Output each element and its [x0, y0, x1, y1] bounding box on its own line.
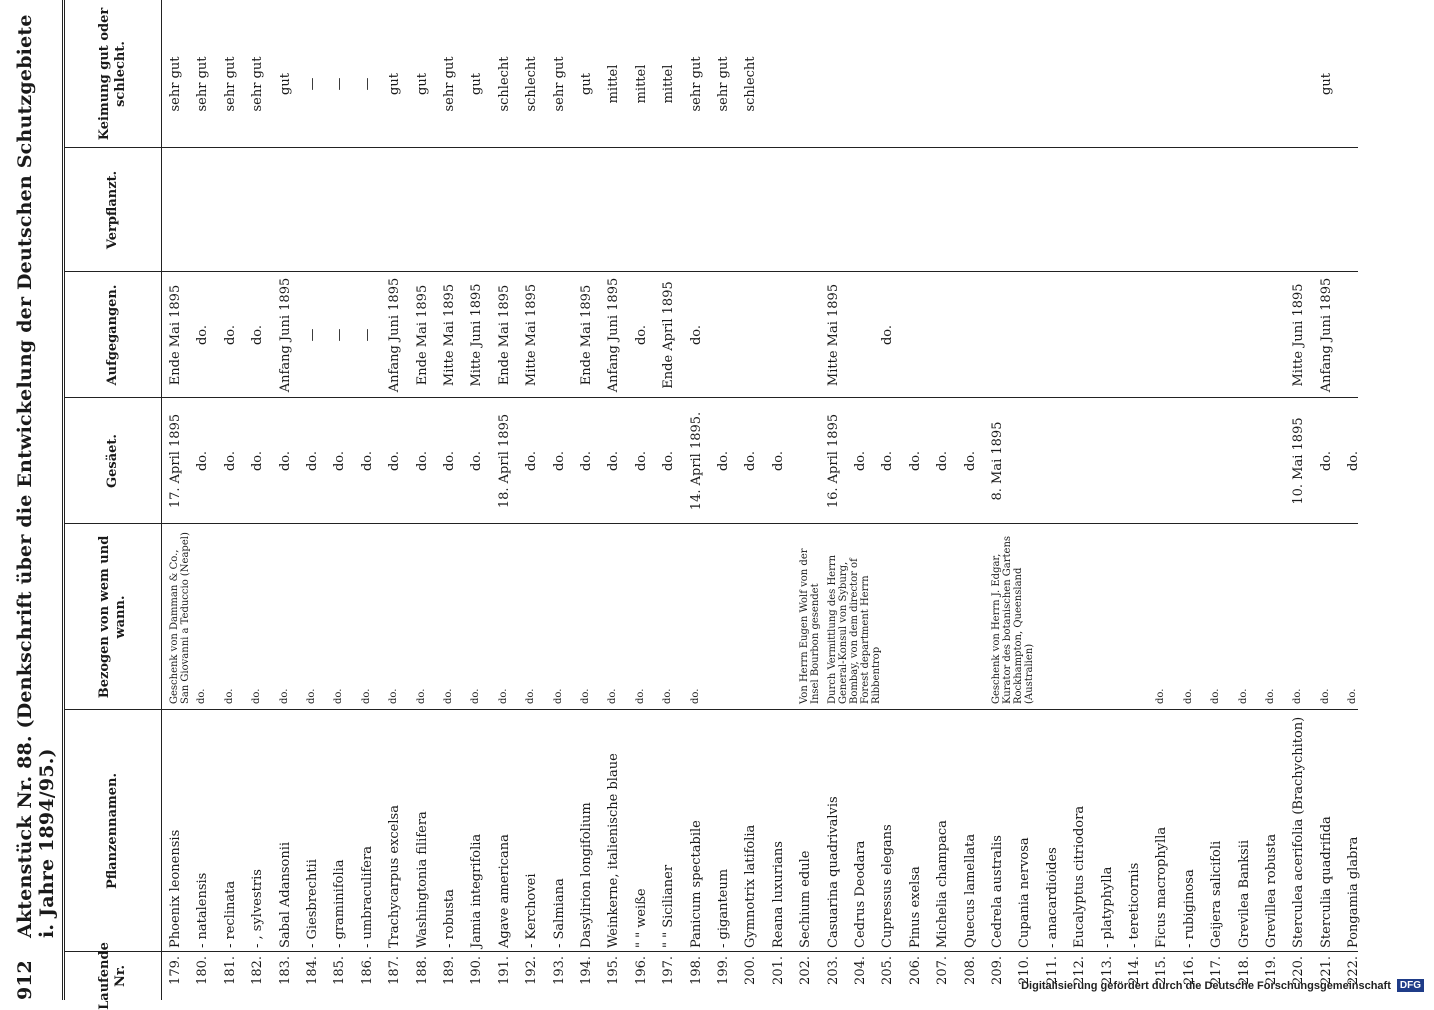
row-number: 194.	[579, 956, 594, 985]
row-number: 222.	[1346, 956, 1362, 985]
source: do.	[1319, 688, 1331, 704]
source	[881, 528, 908, 704]
row-number: 190.	[469, 956, 485, 985]
row-number: 212.	[1072, 956, 1088, 985]
sown-date: do.	[962, 450, 978, 472]
row-number: 215.	[1154, 956, 1170, 985]
row-number: 208.	[962, 956, 978, 985]
table-row	[1046, 0, 1073, 1000]
sown-date: do.	[305, 450, 320, 472]
row-number: 217.	[1209, 956, 1225, 985]
table-row	[854, 0, 881, 1000]
sown-date: do.	[935, 450, 951, 472]
source: do.	[497, 688, 509, 704]
row-number: 193.	[551, 956, 567, 985]
plant-name: - giganteum	[716, 868, 731, 948]
sown-date: do.	[907, 450, 923, 472]
table-row	[1101, 0, 1128, 1000]
sown-date: do.	[359, 450, 375, 472]
row-number: 192.	[524, 956, 540, 985]
sown-date: do.	[606, 450, 622, 472]
page-header	[10, 0, 58, 1000]
table-row	[964, 0, 991, 1000]
germinated-date: Anfang Juni 1895	[277, 277, 293, 393]
plant-name: Geijera salicifoli	[1209, 840, 1225, 948]
plant-name: " " weiße	[633, 888, 649, 948]
row-number: 182.	[250, 956, 266, 985]
source: Durch Vermittlung des Herrn General-Konsul von Syburg, Bombay, von dem director of Forest department Herrn Ribbentrop	[826, 554, 882, 704]
source: do.	[1237, 688, 1249, 704]
plant-name: - Salmiana	[551, 878, 567, 948]
table-row	[470, 0, 497, 1000]
germinated-date: do.	[222, 324, 238, 346]
table-row	[909, 0, 936, 1000]
sown-date: do.	[469, 450, 485, 472]
germinated-date: Mitte Juni 1895	[1291, 283, 1307, 387]
source	[1073, 528, 1100, 704]
source: do.	[1155, 688, 1167, 704]
source: do.	[251, 688, 263, 704]
row-number: 199.	[716, 956, 731, 985]
source: Von Herrn Eugen Wolf von der Insel Bourbon gesendet	[799, 548, 822, 704]
row-number: 207.	[935, 956, 951, 985]
germination-quality: —	[359, 77, 375, 91]
row-number: 211.	[1044, 956, 1060, 985]
row-number: 184.	[305, 956, 320, 985]
source: do.	[634, 688, 646, 704]
source: do.	[415, 688, 427, 704]
col-verpflanzt-header: Verpflanzt.	[105, 170, 120, 250]
table-row	[1183, 0, 1210, 1000]
plant-name: Jamia integrifolia	[469, 833, 485, 948]
source: Geschenk von Herrn J. Edgar, Kurator des botanischen Gartens Rockhampton, Queensland (Australien)	[991, 535, 1035, 704]
germinated-date: Mitte Mai 1895	[442, 283, 457, 387]
source	[772, 528, 799, 704]
source	[1046, 528, 1073, 704]
table-row	[1347, 0, 1374, 1000]
row-number: 198.	[688, 956, 704, 985]
source: do.	[1347, 688, 1359, 704]
sown-date: do.	[332, 450, 348, 472]
germinated-date: —	[332, 328, 348, 342]
table-row	[1073, 0, 1100, 1000]
table-row	[443, 0, 470, 1000]
germination-quality: —	[332, 77, 348, 91]
germinated-date: Ende Mai 1895	[414, 284, 430, 386]
germinated-date: do.	[688, 324, 704, 346]
source: do.	[552, 688, 564, 704]
source: do.	[278, 688, 290, 704]
germinated-date: Mitte Mai 1895	[524, 283, 540, 387]
germination-quality: gut	[579, 73, 594, 95]
row-number: 185.	[332, 956, 348, 985]
source: Geschenk von Damman & Co., San Giovanni a Teduccio (Neapel)	[169, 532, 191, 704]
row-number: 213.	[1099, 956, 1115, 985]
germination-quality: sehr gut	[688, 56, 704, 112]
plant-name: - Giesbrechtii	[305, 859, 320, 948]
plant-name: Sabal Adansonii	[277, 841, 293, 948]
table-row	[1292, 0, 1319, 1000]
sown-date: do.	[1318, 450, 1334, 472]
sown-date: do.	[222, 450, 238, 472]
plant-name: Cedrus Deodara	[853, 840, 868, 948]
source: do.	[223, 688, 235, 704]
row-number: 187.	[387, 956, 403, 985]
row-number: 216.	[1181, 956, 1197, 985]
table-row	[799, 0, 826, 1000]
col-bezogen-header: Bezogen von wem und wann.	[97, 535, 128, 699]
source	[909, 528, 936, 704]
row-number: 189.	[442, 956, 457, 985]
row-number: 197.	[661, 956, 677, 985]
source	[854, 528, 881, 704]
plant-name: Reana luxurians	[770, 841, 786, 948]
sown-date: do.	[414, 450, 430, 472]
germination-quality: gut	[387, 73, 403, 95]
germination-quality: mittel	[606, 64, 622, 104]
table-row	[416, 0, 443, 1000]
plant-table	[62, 0, 1362, 1010]
germination-quality: sehr gut	[168, 56, 183, 112]
germinated-date: do.	[250, 324, 266, 346]
plant-name: Grevillea robusta	[1264, 833, 1279, 948]
sown-date: do.	[661, 450, 677, 472]
sown-date: do.	[387, 450, 403, 472]
row-number: 183.	[277, 956, 293, 985]
plant-name: Trachycarpus excelsa	[387, 805, 403, 948]
row-number: 206.	[907, 956, 923, 985]
plant-name: - rubiginosa	[1181, 869, 1197, 948]
source: do.	[1265, 688, 1276, 704]
sown-date: 17. April 1895	[168, 413, 183, 509]
sown-date: do.	[250, 450, 266, 472]
sown-date: 8. Mai 1895	[990, 421, 1005, 501]
row-number: 195.	[606, 956, 622, 985]
col-pflanzennamen-header: Pflanzennamen.	[105, 772, 120, 890]
germinated-date: Ende Mai 1895	[496, 284, 512, 386]
germinated-date: Anfang Juni 1895	[387, 277, 403, 393]
table-row	[388, 0, 415, 1000]
table-row	[498, 0, 525, 1000]
digitization-note: Digitalisierung gefördert durch die Deutsche Forschungsgemeinschaft	[1021, 979, 1391, 992]
table-row	[1210, 0, 1237, 1000]
table-row	[881, 0, 908, 1000]
source: do.	[580, 688, 591, 704]
source: do.	[662, 688, 674, 704]
source	[744, 528, 771, 704]
germinated-date: Anfang Juni 1895	[606, 277, 622, 393]
germination-quality: sehr gut	[222, 56, 238, 112]
row-number: 210.	[1017, 956, 1033, 985]
plant-name: Weinkerne, italienische blaue	[606, 753, 622, 948]
sown-date: do.	[524, 450, 540, 472]
plant-name: - anacardioides	[1044, 847, 1060, 948]
sown-date: do.	[716, 450, 731, 472]
row-number: 200.	[743, 956, 759, 985]
table-row	[1265, 0, 1292, 1000]
germination-quality: mittel	[661, 64, 677, 104]
col-keimung-header: Keimung gut oder schlecht.	[97, 7, 128, 141]
source	[1018, 528, 1045, 704]
plant-name: Grevilea Banksii	[1236, 839, 1252, 948]
plant-name: - reclinata	[222, 880, 238, 948]
plant-name: Panicum spectabile	[688, 820, 704, 948]
sown-date: 10. Mai 1895	[1291, 417, 1307, 505]
source: do.	[607, 688, 619, 704]
digitization-footer	[1021, 979, 1424, 992]
germination-quality: schlecht	[496, 56, 512, 112]
plant-name: - tereticornis	[1127, 862, 1142, 948]
row-number: 214.	[1127, 956, 1142, 985]
germinated-date: —	[359, 328, 375, 342]
table-row	[772, 0, 799, 1000]
table-row	[251, 0, 278, 1000]
germinated-date: do.	[195, 324, 211, 346]
plant-name: Eucalyptus citriodora	[1072, 805, 1088, 948]
col-laufende-nr-header: Laufende Nr.	[97, 942, 128, 1010]
plant-name: Cedrela australis	[990, 835, 1005, 948]
row-number: 202.	[798, 956, 814, 985]
table-row	[717, 0, 744, 1000]
sown-date: 18. April 1895	[496, 413, 512, 509]
source: do.	[1182, 688, 1194, 704]
source: do.	[306, 688, 317, 704]
table-row	[1018, 0, 1045, 1000]
sown-date: do.	[1346, 450, 1362, 472]
plant-name: Quecus lamellata	[962, 833, 978, 948]
table-row	[333, 0, 360, 1000]
source	[717, 528, 744, 704]
table-row	[690, 0, 717, 1000]
source: do.	[360, 688, 372, 704]
row-number: 205.	[880, 956, 896, 985]
header-rule	[161, 0, 162, 1000]
table-row	[361, 0, 388, 1000]
germinated-date: Ende Mai 1895	[579, 284, 594, 386]
plant-name: - Kerchovei	[524, 873, 540, 948]
plant-name: Pongamia glabra	[1346, 836, 1362, 948]
germination-quality: sehr gut	[442, 56, 457, 112]
row-number: 179.	[168, 956, 183, 985]
source: do.	[1210, 688, 1222, 704]
plant-name: Sterculea acerifolia (Brachychiton)	[1291, 716, 1307, 948]
germination-quality: gut	[469, 73, 485, 95]
plant-name: Michelia champaca	[935, 820, 951, 948]
germinated-date: do.	[880, 324, 896, 346]
row-number: 201.	[770, 956, 786, 985]
row-number: 218.	[1236, 956, 1252, 985]
germination-quality: schlecht	[524, 56, 540, 112]
sown-date: 14. April 1895.	[688, 411, 704, 511]
sown-date: do.	[277, 450, 293, 472]
germinated-date: Ende Mai 1895	[168, 284, 183, 386]
plant-name: Sechium edule	[798, 850, 814, 948]
germinated-date: —	[305, 328, 320, 342]
table-row	[607, 0, 634, 1000]
germination-quality: gut	[1318, 73, 1334, 95]
row-number: 221.	[1318, 956, 1334, 985]
table-row	[744, 0, 771, 1000]
row-number: 220.	[1291, 956, 1307, 985]
plant-name: Phoenix leonensis	[168, 829, 183, 948]
plant-name: Ficus macrophylla	[1154, 826, 1170, 948]
germination-quality: sehr gut	[195, 56, 211, 112]
source: do.	[333, 688, 345, 704]
plant-name: - umbraculifera	[359, 846, 375, 948]
source: do.	[689, 688, 701, 704]
plant-name: - robusta	[442, 889, 457, 948]
germination-quality: gut	[277, 73, 293, 95]
plant-name: Cupressus elegans	[880, 824, 896, 948]
plant-name: - graminifolia	[332, 859, 348, 948]
source	[936, 528, 963, 704]
row-number: 180.	[195, 956, 211, 985]
dfg-logo: DFG	[1397, 979, 1424, 992]
table-row	[662, 0, 689, 1000]
sown-date: do.	[442, 450, 457, 472]
plant-name: Agave americana	[496, 834, 512, 948]
germination-quality: schlecht	[743, 56, 759, 112]
col-gesaeet-header: Gesäet.	[105, 434, 120, 488]
sown-date: do.	[551, 450, 567, 472]
germinated-date: Anfang Juni 1895	[1318, 277, 1334, 393]
plant-name: Dasylirion longifolium	[579, 802, 594, 948]
table-row	[1155, 0, 1182, 1000]
plant-name: Cupania nervosa	[1017, 837, 1033, 948]
row-number: 181.	[222, 956, 238, 985]
table-row	[580, 0, 607, 1000]
row-number: 204.	[853, 956, 868, 985]
germination-quality: gut	[414, 73, 430, 95]
table-row	[553, 0, 580, 1000]
table-row	[224, 0, 251, 1000]
source	[1128, 528, 1155, 704]
plant-name: - , sylvestris	[250, 869, 266, 948]
source	[1101, 528, 1128, 704]
sown-date: 16. April 1895	[825, 413, 841, 509]
source	[964, 528, 991, 704]
table-row	[1238, 0, 1265, 1000]
germinated-date: Mitte Mai 1895	[825, 283, 841, 387]
plant-name: Pinus exelsa	[907, 866, 923, 948]
table-row	[306, 0, 333, 1000]
table-row	[169, 0, 196, 1000]
plant-name: - natalensis	[195, 872, 211, 948]
source: do.	[443, 688, 454, 704]
source: do.	[388, 688, 400, 704]
plant-name: Casuarina quadrivalvis	[825, 796, 841, 948]
row-number: 219.	[1264, 956, 1279, 985]
germination-quality: —	[305, 77, 320, 91]
germination-quality: sehr gut	[551, 56, 567, 112]
table-row	[1320, 0, 1347, 1000]
source: do.	[196, 688, 208, 704]
row-number: 209.	[990, 956, 1005, 985]
running-title: Aktenstück Nr. 88. (Denkschrift über die Entwickelung der Deutschen Schutzgebiete i. Jahre 1894/95.)	[14, 14, 58, 938]
sown-date: do.	[633, 450, 649, 472]
table-row	[1128, 0, 1155, 1000]
table-row	[196, 0, 223, 1000]
germination-quality: sehr gut	[250, 56, 266, 112]
table-row	[525, 0, 552, 1000]
sown-date: do.	[880, 450, 896, 472]
plant-name: Washingtonia filifera	[414, 811, 430, 948]
sown-date: do.	[195, 450, 211, 472]
row-number: 186.	[359, 956, 375, 985]
row-number: 188.	[414, 956, 430, 985]
col-aufgegangen-header: Aufgegangen.	[105, 284, 120, 386]
germination-quality: sehr gut	[716, 56, 731, 112]
plant-name: " " Sicilianer	[661, 864, 677, 948]
source: do.	[1292, 688, 1304, 704]
table-row	[936, 0, 963, 1000]
source: do.	[470, 688, 482, 704]
germinated-date: Mitte Juni 1895	[469, 283, 485, 387]
sown-date: do.	[853, 450, 868, 472]
sown-date: do.	[770, 450, 786, 472]
germination-quality: mittel	[633, 64, 649, 104]
row-number: 191.	[496, 956, 512, 985]
sown-date: do.	[579, 450, 594, 472]
germinated-date: do.	[633, 324, 649, 346]
plant-name: - platyphylla	[1099, 866, 1115, 948]
row-number: 203.	[825, 956, 841, 985]
plant-name: Sterculia quadrifida	[1318, 816, 1334, 948]
sown-date: do.	[743, 450, 759, 472]
plant-name: Gymnotrix latifolia	[743, 824, 759, 948]
row-number: 196.	[633, 956, 649, 985]
table-row	[279, 0, 306, 1000]
germinated-date: Ende April 1895	[661, 281, 677, 389]
page-number: 912	[14, 960, 36, 1000]
source: do.	[525, 688, 537, 704]
table-row	[635, 0, 662, 1000]
